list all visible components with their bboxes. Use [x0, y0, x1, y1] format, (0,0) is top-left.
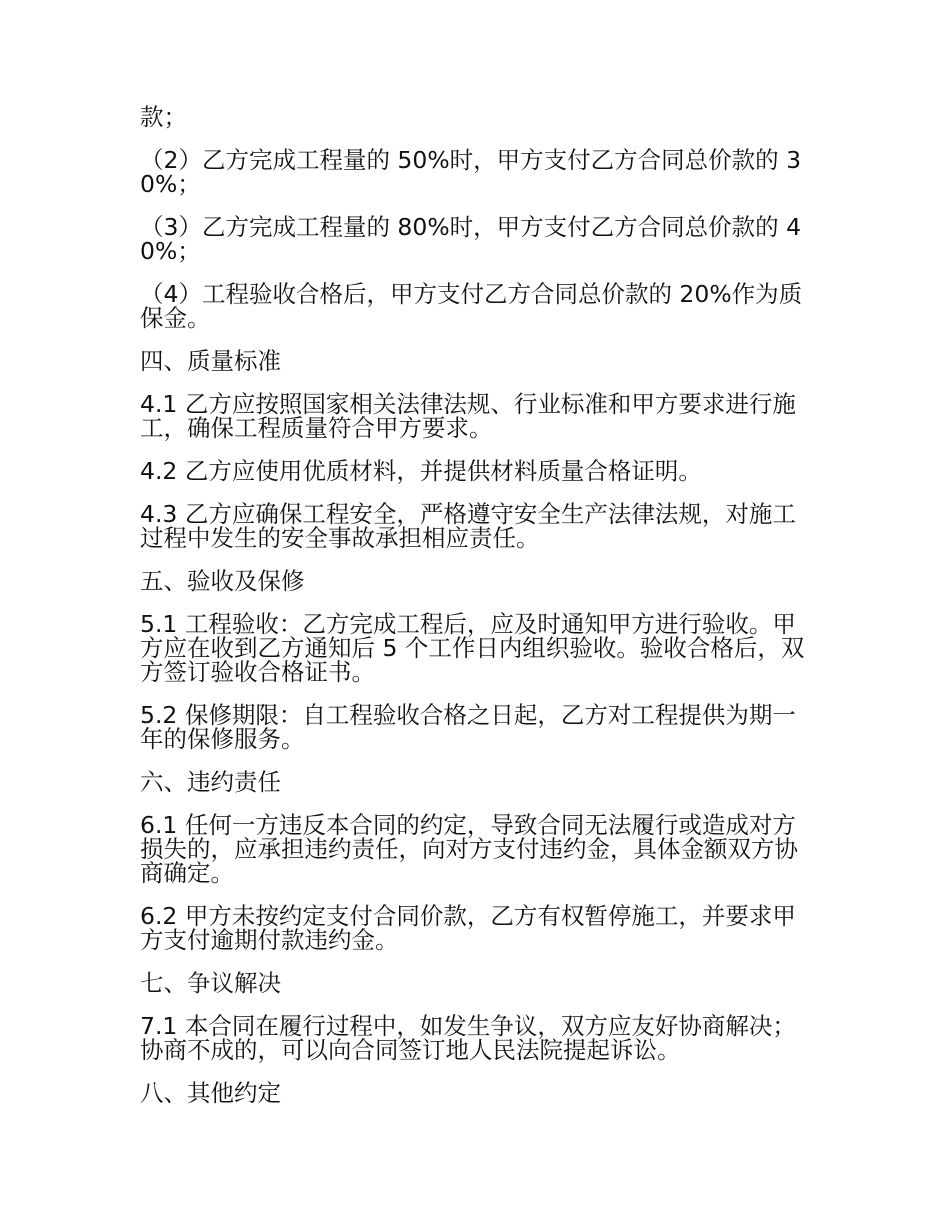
section-heading-dispute: 七、争议解决	[140, 969, 281, 997]
clause-4-2: 4.2 乙方应使用优质材料，并提供材料质量合格证明。	[140, 457, 702, 485]
document-body	[140, 105, 812, 1124]
paragraph-payment-tail: 款；	[140, 103, 187, 131]
paragraph-payment-4: （4）工程验收合格后，甲方支付乙方合同总价款的 20%作为质保金。	[140, 280, 803, 332]
section-heading-acceptance: 五、验收及保修	[140, 567, 305, 595]
clause-6-2: 6.2 甲方未按约定支付合同价款，乙方有权暂停施工，并要求甲方支付逾期付款违约金。	[140, 902, 796, 954]
section-heading-other: 八、其他约定	[140, 1079, 281, 1107]
section-heading-quality: 四、质量标准	[140, 347, 281, 375]
paragraph-payment-2: （2）乙方完成工程量的 50%时，甲方支付乙方合同总价款的 30%；	[140, 146, 802, 198]
clause-4-1: 4.1 乙方应按照国家相关法律法规、行业标准和甲方要求进行施工，确保工程质量符合甲方要求。	[140, 390, 796, 442]
paragraph-payment-3: （3）乙方完成工程量的 80%时，甲方支付乙方合同总价款的 40%；	[140, 213, 802, 265]
clause-4-3: 4.3 乙方应确保工程安全，严格遵守安全生产法律法规，对施工过程中发生的安全事故承担相应责任。	[140, 500, 796, 552]
clause-5-1: 5.1 工程验收：乙方完成工程后，应及时通知甲方进行验收。甲方应在收到乙方通知后 5 个工作日内组织验收。验收合格后，双方签订验收合格证书。	[140, 610, 805, 686]
clause-6-1: 6.1 任何一方违反本合同的约定，导致合同无法履行或造成对方损失的，应承担违约责任，向对方支付违约金，具体金额双方协商确定。	[140, 811, 798, 887]
clause-5-2: 5.2 保修期限：自工程验收合格之日起，乙方对工程提供为期一年的保修服务。	[140, 701, 796, 753]
section-heading-liability: 六、违约责任	[140, 768, 281, 796]
clause-7-1: 7.1 本合同在履行过程中，如发生争议，双方应友好协商解决；协商不成的，可以向合同签订地人民法院提起诉讼。	[140, 1012, 796, 1064]
